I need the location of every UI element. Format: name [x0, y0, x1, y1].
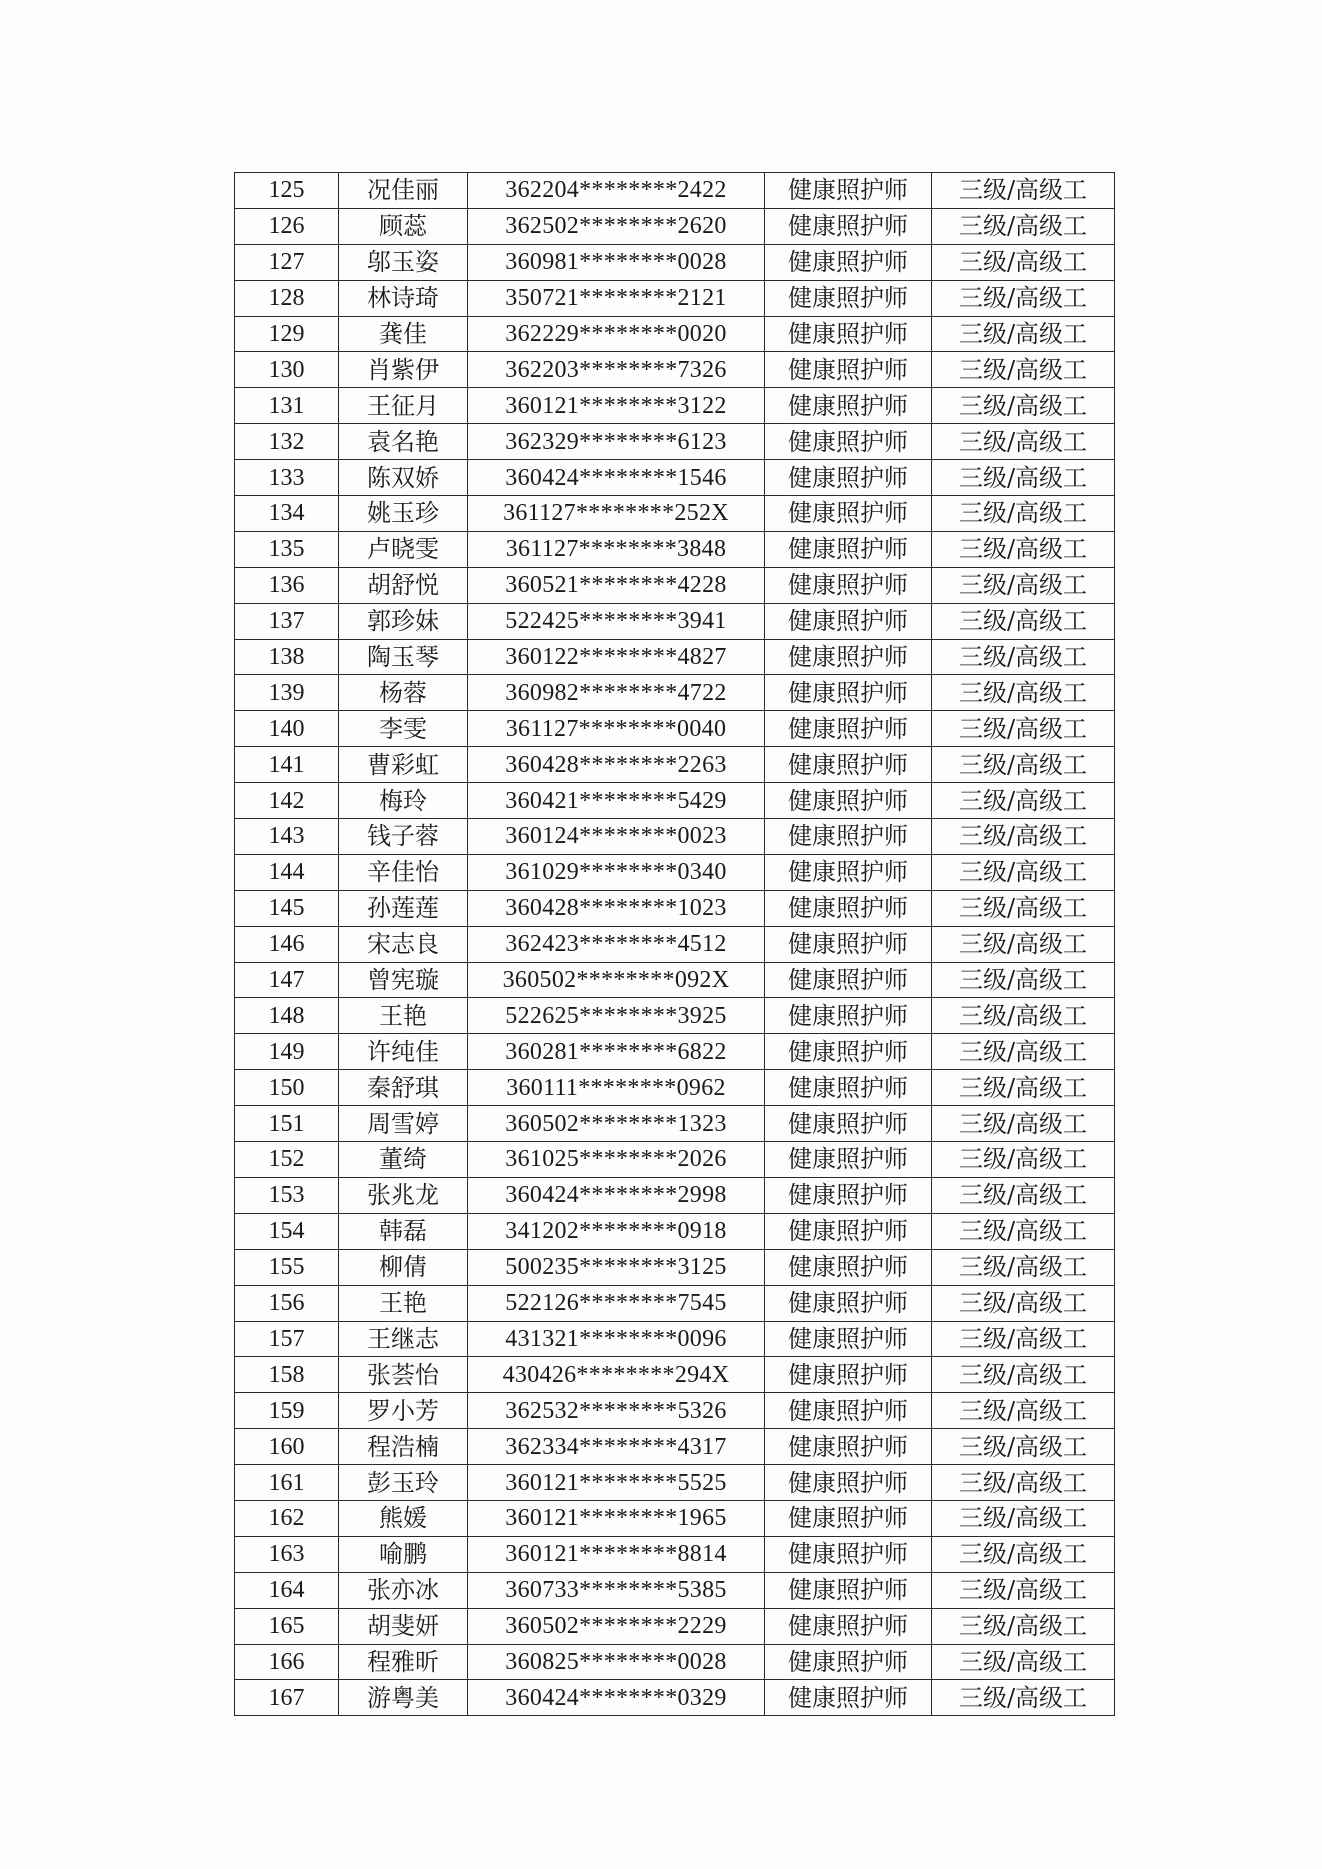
- occupation-cell: 健康照护师: [765, 639, 932, 675]
- occupation-cell: 健康照护师: [765, 1285, 932, 1321]
- id-number-cell: 362329********6123: [468, 424, 765, 460]
- table-row: [235, 460, 1115, 496]
- occupation-cell: 健康照护师: [765, 388, 932, 424]
- serial-number-cell: 150: [235, 1070, 339, 1106]
- table-row: [235, 496, 1115, 532]
- id-number-cell: 360424********1546: [468, 460, 765, 496]
- skill-level-cell: 三级/高级工: [932, 783, 1115, 819]
- table-row: [235, 962, 1115, 998]
- table-row: [235, 1321, 1115, 1357]
- id-number-cell: 360122********4827: [468, 639, 765, 675]
- serial-number-cell: 147: [235, 962, 339, 998]
- person-name-cell: 梅玲: [339, 783, 468, 819]
- table-row: [235, 1465, 1115, 1501]
- serial-number-cell: 161: [235, 1465, 339, 1501]
- occupation-cell: 健康照护师: [765, 208, 932, 244]
- id-number-cell: 360502********2229: [468, 1608, 765, 1644]
- occupation-cell: 健康照护师: [765, 173, 932, 209]
- person-name-cell: 曹彩虹: [339, 747, 468, 783]
- roster-table-body: [235, 173, 1115, 1716]
- table-row: [235, 567, 1115, 603]
- serial-number-cell: 127: [235, 244, 339, 280]
- occupation-cell: 健康照护师: [765, 1106, 932, 1142]
- skill-level-cell: 三级/高级工: [932, 1465, 1115, 1501]
- id-number-cell: 431321********0096: [468, 1321, 765, 1357]
- occupation-cell: 健康照护师: [765, 316, 932, 352]
- skill-level-cell: 三级/高级工: [932, 819, 1115, 855]
- serial-number-cell: 148: [235, 998, 339, 1034]
- serial-number-cell: 140: [235, 711, 339, 747]
- table-row: [235, 1429, 1115, 1465]
- serial-number-cell: 167: [235, 1680, 339, 1716]
- person-name-cell: 张荟怡: [339, 1357, 468, 1393]
- person-name-cell: 喻鹏: [339, 1536, 468, 1572]
- person-name-cell: 张亦冰: [339, 1572, 468, 1608]
- person-name-cell: 陶玉琴: [339, 639, 468, 675]
- occupation-cell: 健康照护师: [765, 1142, 932, 1178]
- serial-number-cell: 129: [235, 316, 339, 352]
- id-number-cell: 360111********0962: [468, 1070, 765, 1106]
- serial-number-cell: 131: [235, 388, 339, 424]
- skill-level-cell: 三级/高级工: [932, 854, 1115, 890]
- skill-level-cell: 三级/高级工: [932, 352, 1115, 388]
- serial-number-cell: 141: [235, 747, 339, 783]
- person-name-cell: 张兆龙: [339, 1177, 468, 1213]
- occupation-cell: 健康照护师: [765, 496, 932, 532]
- id-number-cell: 360424********2998: [468, 1177, 765, 1213]
- person-name-cell: 陈双娇: [339, 460, 468, 496]
- occupation-cell: 健康照护师: [765, 1213, 932, 1249]
- table-row: [235, 424, 1115, 460]
- person-name-cell: 王艳: [339, 998, 468, 1034]
- id-number-cell: 360981********0028: [468, 244, 765, 280]
- skill-level-cell: 三级/高级工: [932, 531, 1115, 567]
- person-name-cell: 孙莲莲: [339, 890, 468, 926]
- serial-number-cell: 154: [235, 1213, 339, 1249]
- occupation-cell: 健康照护师: [765, 819, 932, 855]
- table-row: [235, 747, 1115, 783]
- serial-number-cell: 137: [235, 603, 339, 639]
- table-row: [235, 1106, 1115, 1142]
- person-name-cell: 彭玉玲: [339, 1465, 468, 1501]
- id-number-cell: 362204********2422: [468, 173, 765, 209]
- person-name-cell: 宋志良: [339, 926, 468, 962]
- table-row: [235, 1142, 1115, 1178]
- person-name-cell: 袁名艳: [339, 424, 468, 460]
- table-row: [235, 1680, 1115, 1716]
- serial-number-cell: 164: [235, 1572, 339, 1608]
- id-number-cell: 362532********5326: [468, 1393, 765, 1429]
- skill-level-cell: 三级/高级工: [932, 747, 1115, 783]
- occupation-cell: 健康照护师: [765, 1644, 932, 1680]
- serial-number-cell: 162: [235, 1500, 339, 1536]
- serial-number-cell: 130: [235, 352, 339, 388]
- table-row: [235, 854, 1115, 890]
- skill-level-cell: 三级/高级工: [932, 1357, 1115, 1393]
- table-row: [235, 711, 1115, 747]
- table-row: [235, 173, 1115, 209]
- occupation-cell: 健康照护师: [765, 1177, 932, 1213]
- serial-number-cell: 155: [235, 1249, 339, 1285]
- id-number-cell: 360502********092X: [468, 962, 765, 998]
- skill-level-cell: 三级/高级工: [932, 1142, 1115, 1178]
- person-name-cell: 许纯佳: [339, 1034, 468, 1070]
- serial-number-cell: 166: [235, 1644, 339, 1680]
- serial-number-cell: 156: [235, 1285, 339, 1321]
- serial-number-cell: 133: [235, 460, 339, 496]
- occupation-cell: 健康照护师: [765, 280, 932, 316]
- serial-number-cell: 134: [235, 496, 339, 532]
- table-row: [235, 1644, 1115, 1680]
- id-number-cell: 361127********0040: [468, 711, 765, 747]
- id-number-cell: 362229********0020: [468, 316, 765, 352]
- occupation-cell: 健康照护师: [765, 1500, 932, 1536]
- serial-number-cell: 163: [235, 1536, 339, 1572]
- person-name-cell: 程浩楠: [339, 1429, 468, 1465]
- table-row: [235, 388, 1115, 424]
- person-name-cell: 胡舒悦: [339, 567, 468, 603]
- occupation-cell: 健康照护师: [765, 926, 932, 962]
- certificate-roster-table: [234, 172, 1115, 1716]
- person-name-cell: 郭珍妹: [339, 603, 468, 639]
- skill-level-cell: 三级/高级工: [932, 1034, 1115, 1070]
- id-number-cell: 360428********1023: [468, 890, 765, 926]
- id-number-cell: 430426********294X: [468, 1357, 765, 1393]
- person-name-cell: 况佳丽: [339, 173, 468, 209]
- table-row: [235, 1572, 1115, 1608]
- skill-level-cell: 三级/高级工: [932, 1644, 1115, 1680]
- occupation-cell: 健康照护师: [765, 998, 932, 1034]
- skill-level-cell: 三级/高级工: [932, 1285, 1115, 1321]
- skill-level-cell: 三级/高级工: [932, 998, 1115, 1034]
- table-row: [235, 639, 1115, 675]
- person-name-cell: 游粤美: [339, 1680, 468, 1716]
- skill-level-cell: 三级/高级工: [932, 1321, 1115, 1357]
- table-row: [235, 1608, 1115, 1644]
- id-number-cell: 362502********2620: [468, 208, 765, 244]
- skill-level-cell: 三级/高级工: [932, 1429, 1115, 1465]
- id-number-cell: 522625********3925: [468, 998, 765, 1034]
- id-number-cell: 360428********2263: [468, 747, 765, 783]
- person-name-cell: 李雯: [339, 711, 468, 747]
- skill-level-cell: 三级/高级工: [932, 244, 1115, 280]
- occupation-cell: 健康照护师: [765, 1070, 932, 1106]
- id-number-cell: 360733********5385: [468, 1572, 765, 1608]
- skill-level-cell: 三级/高级工: [932, 1393, 1115, 1429]
- serial-number-cell: 152: [235, 1142, 339, 1178]
- skill-level-cell: 三级/高级工: [932, 711, 1115, 747]
- table-row: [235, 1536, 1115, 1572]
- serial-number-cell: 144: [235, 854, 339, 890]
- occupation-cell: 健康照护师: [765, 352, 932, 388]
- occupation-cell: 健康照护师: [765, 1393, 932, 1429]
- id-number-cell: 522126********7545: [468, 1285, 765, 1321]
- occupation-cell: 健康照护师: [765, 1465, 932, 1501]
- occupation-cell: 健康照护师: [765, 854, 932, 890]
- serial-number-cell: 149: [235, 1034, 339, 1070]
- occupation-cell: 健康照护师: [765, 603, 932, 639]
- id-number-cell: 360121********8814: [468, 1536, 765, 1572]
- id-number-cell: 360281********6822: [468, 1034, 765, 1070]
- person-name-cell: 钱子蓉: [339, 819, 468, 855]
- skill-level-cell: 三级/高级工: [932, 1106, 1115, 1142]
- skill-level-cell: 三级/高级工: [932, 1572, 1115, 1608]
- person-name-cell: 王征月: [339, 388, 468, 424]
- person-name-cell: 曾宪璇: [339, 962, 468, 998]
- occupation-cell: 健康照护师: [765, 1572, 932, 1608]
- skill-level-cell: 三级/高级工: [932, 1070, 1115, 1106]
- id-number-cell: 362334********4317: [468, 1429, 765, 1465]
- occupation-cell: 健康照护师: [765, 890, 932, 926]
- person-name-cell: 董绮: [339, 1142, 468, 1178]
- table-row: [235, 926, 1115, 962]
- occupation-cell: 健康照护师: [765, 1680, 932, 1716]
- serial-number-cell: 159: [235, 1393, 339, 1429]
- serial-number-cell: 132: [235, 424, 339, 460]
- table-row: [235, 1285, 1115, 1321]
- person-name-cell: 罗小芳: [339, 1393, 468, 1429]
- serial-number-cell: 153: [235, 1177, 339, 1213]
- id-number-cell: 360502********1323: [468, 1106, 765, 1142]
- skill-level-cell: 三级/高级工: [932, 675, 1115, 711]
- skill-level-cell: 三级/高级工: [932, 496, 1115, 532]
- id-number-cell: 362203********7326: [468, 352, 765, 388]
- table-row: [235, 1213, 1115, 1249]
- serial-number-cell: 143: [235, 819, 339, 855]
- skill-level-cell: 三级/高级工: [932, 1536, 1115, 1572]
- table-row: [235, 1393, 1115, 1429]
- person-name-cell: 姚玉珍: [339, 496, 468, 532]
- id-number-cell: 361127********252X: [468, 496, 765, 532]
- id-number-cell: 361029********0340: [468, 854, 765, 890]
- table-row: [235, 316, 1115, 352]
- person-name-cell: 程雅昕: [339, 1644, 468, 1680]
- table-row: [235, 1249, 1115, 1285]
- skill-level-cell: 三级/高级工: [932, 1249, 1115, 1285]
- serial-number-cell: 135: [235, 531, 339, 567]
- id-number-cell: 500235********3125: [468, 1249, 765, 1285]
- occupation-cell: 健康照护师: [765, 531, 932, 567]
- skill-level-cell: 三级/高级工: [932, 1608, 1115, 1644]
- serial-number-cell: 139: [235, 675, 339, 711]
- skill-level-cell: 三级/高级工: [932, 424, 1115, 460]
- id-number-cell: 360424********0329: [468, 1680, 765, 1716]
- occupation-cell: 健康照护师: [765, 244, 932, 280]
- table-row: [235, 998, 1115, 1034]
- skill-level-cell: 三级/高级工: [932, 316, 1115, 352]
- skill-level-cell: 三级/高级工: [932, 926, 1115, 962]
- skill-level-cell: 三级/高级工: [932, 460, 1115, 496]
- table-row: [235, 280, 1115, 316]
- person-name-cell: 卢晓雯: [339, 531, 468, 567]
- occupation-cell: 健康照护师: [765, 783, 932, 819]
- id-number-cell: 360521********4228: [468, 567, 765, 603]
- occupation-cell: 健康照护师: [765, 1321, 932, 1357]
- serial-number-cell: 125: [235, 173, 339, 209]
- person-name-cell: 王艳: [339, 1285, 468, 1321]
- skill-level-cell: 三级/高级工: [932, 567, 1115, 603]
- table-row: [235, 1177, 1115, 1213]
- id-number-cell: 360121********1965: [468, 1500, 765, 1536]
- serial-number-cell: 136: [235, 567, 339, 603]
- table-row: [235, 1034, 1115, 1070]
- id-number-cell: 360825********0028: [468, 1644, 765, 1680]
- id-number-cell: 522425********3941: [468, 603, 765, 639]
- skill-level-cell: 三级/高级工: [932, 962, 1115, 998]
- person-name-cell: 邬玉姿: [339, 244, 468, 280]
- skill-level-cell: 三级/高级工: [932, 639, 1115, 675]
- serial-number-cell: 157: [235, 1321, 339, 1357]
- skill-level-cell: 三级/高级工: [932, 173, 1115, 209]
- serial-number-cell: 146: [235, 926, 339, 962]
- serial-number-cell: 142: [235, 783, 339, 819]
- person-name-cell: 杨蓉: [339, 675, 468, 711]
- skill-level-cell: 三级/高级工: [932, 1213, 1115, 1249]
- id-number-cell: 360121********3122: [468, 388, 765, 424]
- occupation-cell: 健康照护师: [765, 1034, 932, 1070]
- serial-number-cell: 145: [235, 890, 339, 926]
- person-name-cell: 辛佳怡: [339, 854, 468, 890]
- skill-level-cell: 三级/高级工: [932, 890, 1115, 926]
- serial-number-cell: 158: [235, 1357, 339, 1393]
- person-name-cell: 周雪婷: [339, 1106, 468, 1142]
- table-row: [235, 244, 1115, 280]
- person-name-cell: 韩磊: [339, 1213, 468, 1249]
- table-row: [235, 1500, 1115, 1536]
- serial-number-cell: 151: [235, 1106, 339, 1142]
- table-row: [235, 890, 1115, 926]
- skill-level-cell: 三级/高级工: [932, 603, 1115, 639]
- occupation-cell: 健康照护师: [765, 1429, 932, 1465]
- serial-number-cell: 160: [235, 1429, 339, 1465]
- id-number-cell: 350721********2121: [468, 280, 765, 316]
- id-number-cell: 360421********5429: [468, 783, 765, 819]
- occupation-cell: 健康照护师: [765, 962, 932, 998]
- person-name-cell: 龚佳: [339, 316, 468, 352]
- person-name-cell: 柳倩: [339, 1249, 468, 1285]
- skill-level-cell: 三级/高级工: [932, 388, 1115, 424]
- serial-number-cell: 138: [235, 639, 339, 675]
- person-name-cell: 熊媛: [339, 1500, 468, 1536]
- id-number-cell: 360982********4722: [468, 675, 765, 711]
- table-row: [235, 675, 1115, 711]
- table-row: [235, 1357, 1115, 1393]
- skill-level-cell: 三级/高级工: [932, 208, 1115, 244]
- occupation-cell: 健康照护师: [765, 460, 932, 496]
- serial-number-cell: 165: [235, 1608, 339, 1644]
- occupation-cell: 健康照护师: [765, 1536, 932, 1572]
- serial-number-cell: 126: [235, 208, 339, 244]
- occupation-cell: 健康照护师: [765, 1249, 932, 1285]
- occupation-cell: 健康照护师: [765, 1608, 932, 1644]
- id-number-cell: 360121********5525: [468, 1465, 765, 1501]
- occupation-cell: 健康照护师: [765, 424, 932, 460]
- occupation-cell: 健康照护师: [765, 747, 932, 783]
- table-row: [235, 1070, 1115, 1106]
- person-name-cell: 秦舒琪: [339, 1070, 468, 1106]
- occupation-cell: 健康照护师: [765, 675, 932, 711]
- occupation-cell: 健康照护师: [765, 567, 932, 603]
- person-name-cell: 林诗琦: [339, 280, 468, 316]
- person-name-cell: 胡斐妍: [339, 1608, 468, 1644]
- id-number-cell: 362423********4512: [468, 926, 765, 962]
- table-row: [235, 352, 1115, 388]
- table-row: [235, 603, 1115, 639]
- skill-level-cell: 三级/高级工: [932, 1680, 1115, 1716]
- skill-level-cell: 三级/高级工: [932, 280, 1115, 316]
- id-number-cell: 361025********2026: [468, 1142, 765, 1178]
- table-row: [235, 783, 1115, 819]
- person-name-cell: 王继志: [339, 1321, 468, 1357]
- occupation-cell: 健康照护师: [765, 1357, 932, 1393]
- occupation-cell: 健康照护师: [765, 711, 932, 747]
- id-number-cell: 361127********3848: [468, 531, 765, 567]
- id-number-cell: 360124********0023: [468, 819, 765, 855]
- table-row: [235, 208, 1115, 244]
- table-row: [235, 531, 1115, 567]
- person-name-cell: 顾蕊: [339, 208, 468, 244]
- serial-number-cell: 128: [235, 280, 339, 316]
- skill-level-cell: 三级/高级工: [932, 1177, 1115, 1213]
- table-row: [235, 819, 1115, 855]
- skill-level-cell: 三级/高级工: [932, 1500, 1115, 1536]
- person-name-cell: 肖紫伊: [339, 352, 468, 388]
- id-number-cell: 341202********0918: [468, 1213, 765, 1249]
